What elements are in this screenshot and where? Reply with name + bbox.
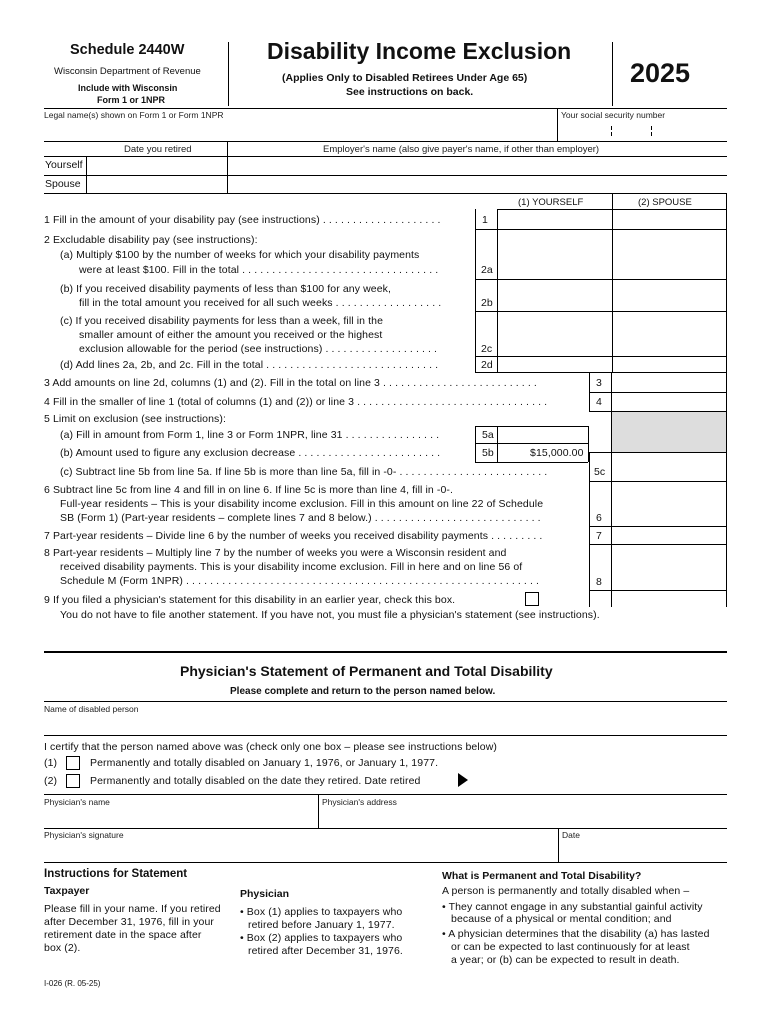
ssn-tick-1b (611, 132, 612, 136)
line-9-text-2: You do not have to file another statement. If you have not, you must file a physician's statement (see instructions). (60, 609, 600, 621)
line-3-text: 3 Add amounts on line 2d, columns (1) and (2). Fill in the total on line 3 . . . . . . . . . . . . . . . . . . . . . . . . . . (44, 377, 537, 389)
box-label-2d: 2d (481, 359, 493, 371)
ssn-label: Your social security number (561, 110, 666, 120)
line-2c-spouse-input[interactable] (614, 340, 725, 356)
yourself-row-label: Yourself (45, 159, 83, 171)
box-label-7: 7 (596, 530, 602, 542)
box-label-2c: 2c (481, 343, 493, 355)
rule-employer-3 (44, 193, 727, 194)
form-title: Disability Income Exclusion (267, 38, 572, 64)
rule-5a (475, 443, 588, 444)
shaded-area (612, 412, 726, 452)
what-text-2c: a year; or (b) can be expected to result in death. (451, 954, 680, 966)
yourself-employer-field[interactable] (229, 157, 726, 174)
line-4-input[interactable] (613, 393, 725, 411)
line-6-text-3: SB (Form 1) (Part-year residents – complete lines 7 and 8 below.) . . . . . . . . . . . . . . . . . . . . . . . . . . . . (60, 512, 541, 524)
box-label-2a: 2a (481, 264, 493, 276)
column-yourself-header: (1) YOURSELF (518, 197, 584, 208)
line-2b-text-1: (b) If you received disability payments of less than $100 for any week, (60, 283, 392, 295)
line-6-text-2: Full-year residents – This is your disability income exclusion. Fill in this amount on line 22 of Schedule (60, 498, 544, 510)
grid-v-497a (497, 209, 498, 372)
physician-signature-field[interactable] (44, 842, 556, 862)
rule-disabled-person-top (44, 701, 727, 702)
grid-v-611b (611, 372, 612, 607)
tax-year: 2025 (630, 58, 691, 88)
line-2d-spouse-input[interactable] (614, 357, 725, 372)
line-9-checkbox[interactable] (525, 592, 539, 606)
line-2b-yourself-input[interactable] (499, 293, 611, 311)
column-spouse-header: (2) SPOUSE (638, 197, 692, 208)
employer-divider (227, 141, 228, 193)
taxpayer-heading: Taxpayer (44, 885, 90, 897)
date-retired-header: Date you retired (124, 144, 192, 155)
line-2a-text-2: were at least $100. Fill in the total . . . . . . . . . . . . . . . . . . . . . . . . . . . . . . . . . (79, 264, 439, 276)
physician-text-2b: retired after December 31, 1976. (248, 945, 403, 957)
line-3-input[interactable] (613, 373, 725, 392)
line-2a-spouse-input[interactable] (614, 261, 725, 279)
ssn-divider (557, 108, 558, 141)
option-2-number: (2) (44, 775, 58, 787)
physician-text-1a: • Box (1) applies to taxpayers who (240, 906, 403, 918)
physician-date-label: Date (562, 830, 580, 840)
box-label-8: 8 (596, 576, 602, 588)
line-7-input[interactable] (613, 527, 725, 544)
include-note-1: Include with Wisconsin (78, 83, 178, 93)
rule-line2a (475, 279, 727, 280)
line-2c-text-1: (c) If you received disability payments for less than a week, fill in the (60, 315, 384, 327)
yourself-date-retired-field[interactable] (88, 157, 226, 174)
box-label-4: 4 (596, 396, 602, 408)
rule-physician-name-top (44, 794, 727, 795)
form-code: I-026 (R. 05-25) (44, 979, 101, 988)
line-2b-text-2: fill in the total amount you received for all such weeks . . . . . . . . . . . . . . . . . . (79, 297, 442, 309)
rule-5b (475, 462, 588, 463)
option-1-checkbox[interactable] (66, 756, 80, 770)
rule-disabled-person-bottom (44, 735, 727, 736)
ssn-field[interactable] (560, 122, 726, 140)
rule-physician-signature-top (44, 828, 727, 829)
rule-line2b (475, 311, 727, 312)
line-1-text: 1 Fill in the amount of your disability pay (see instructions) . . . . . . . . . . . . . . . . . . . . (44, 214, 441, 226)
line-8-input[interactable] (613, 545, 725, 589)
line-6-text-1: 6 Subtract line 5c from line 4 and fill in on line 6. If line 5c is more than line 4, fill in -0-. (44, 484, 453, 496)
include-note-2: Form 1 or 1NPR (97, 95, 166, 105)
physician-name-field[interactable] (44, 808, 316, 828)
line-2d-yourself-input[interactable] (499, 357, 611, 372)
what-text-2b: or can be expected to last continuously for at least (451, 941, 690, 953)
line-2c-text-3: exclusion allowable for the period (see instructions) . . . . . . . . . . . . . . . . . . . (79, 343, 438, 355)
physician-address-field[interactable] (321, 808, 726, 828)
what-text-1b: because of a physical or mental condition; and (451, 913, 672, 925)
option-2-text: Permanently and totally disabled on the date they retired. Date retired (90, 775, 421, 787)
instructions-title: Instructions for Statement (44, 868, 188, 880)
certify-text: I certify that the person named above was (check only one box – please see instructions below) (44, 741, 497, 753)
physician-address-divider (318, 794, 319, 828)
taxpayer-text-1: Please fill in your name. If you retired (44, 903, 221, 915)
grid-v-497b (497, 426, 498, 462)
signature-date-divider (558, 828, 559, 862)
date-retired-physician-field[interactable] (472, 774, 726, 790)
box-label-5a: 5a (482, 429, 494, 441)
line-1-spouse-input[interactable] (614, 210, 725, 229)
rule-name-top (44, 108, 727, 109)
taxpayer-text-2: after December 31, 1976, fill in your (44, 916, 215, 928)
line-2a-text-1: (a) Multiply $100 by the number of weeks for which your disability payments (60, 249, 420, 261)
header-divider-right (612, 42, 613, 106)
option-1-text: Permanently and totally disabled on January 1, 1976, or January 1, 1977. (90, 757, 439, 769)
physician-statement-subtitle: Please complete and return to the person named below. (230, 686, 496, 697)
arrow-right-icon (458, 773, 468, 787)
rule-instructions-top (44, 862, 727, 863)
grid-v-589b (589, 452, 590, 607)
legal-name-field[interactable] (44, 122, 554, 140)
form-subtitle-1: (Applies Only to Disabled Retirees Under Age 65) (282, 72, 528, 84)
what-heading: What is Permanent and Total Disability? (442, 870, 642, 882)
physician-heading: Physician (240, 888, 290, 900)
spouse-date-retired-field[interactable] (88, 176, 226, 193)
option-2-checkbox[interactable] (66, 774, 80, 788)
line-1-yourself-input[interactable] (499, 210, 611, 229)
grid-v-475a (475, 209, 476, 372)
taxpayer-text-3: retirement date in the space after (44, 929, 202, 941)
box-label-2b: 2b (481, 297, 493, 309)
line-5b-value: $15,000.00 (530, 447, 584, 459)
line-2d-text: (d) Add lines 2a, 2b, and 2c. Fill in the total . . . . . . . . . . . . . . . . . . . . . . . . . . . . . (60, 359, 439, 371)
legal-name-label: Legal name(s) shown on Form 1 or Form 1NPR (44, 110, 224, 120)
grid-v-612a (612, 193, 613, 372)
line-8-text-3: Schedule M (Form 1NPR) . . . . . . . . . . . . . . . . . . . . . . . . . . . . . . . . . . . . . . . . . . . . . . . . . . . . . . . . . . . (60, 575, 540, 587)
line-9-text-1: 9 If you filed a physician's statement for this disability in an earlier year, check this box. (44, 594, 456, 606)
line-5b-text: (b) Amount used to figure any exclusion decrease . . . . . . . . . . . . . . . . . . . . . . . . (60, 447, 441, 459)
employer-header: Employer's name (also give payer's name, if other than employer) (323, 144, 600, 155)
box-label-3: 3 (596, 377, 602, 389)
box-label-5b: 5b (482, 447, 494, 459)
line-6-input[interactable] (613, 482, 725, 526)
ssn-tick-2a (651, 126, 652, 130)
line-5-text: 5 Limit on exclusion (see instructions): (44, 413, 226, 425)
box-label-1: 1 (482, 214, 488, 226)
header-divider-left (228, 42, 229, 106)
department-name: Wisconsin Department of Revenue (54, 66, 201, 77)
grid-v-475b (475, 426, 476, 462)
ssn-tick-1a (611, 126, 612, 130)
line-2c-text-2: smaller amount of either the amount you received or the highest (79, 329, 383, 341)
form-subtitle-2: See instructions on back. (346, 86, 474, 98)
line-7-text: 7 Part-year residents – Divide line 6 by the number of weeks you received disability payments . . . . . . . . . (44, 530, 543, 542)
what-text-2a: • A physician determines that the disability (a) has lasted (442, 928, 710, 940)
spouse-employer-field[interactable] (229, 176, 726, 193)
ssn-tick-2b (651, 132, 652, 136)
line-2c-yourself-input[interactable] (499, 340, 611, 356)
physician-statement-title: Physician's Statement of Permanent and Total Disability (180, 663, 553, 679)
schedule-name: Schedule 2440W (70, 42, 185, 58)
line-2a-yourself-input[interactable] (499, 261, 611, 279)
box-label-5c: 5c (594, 466, 606, 478)
line-2-text: 2 Excludable disability pay (see instructions): (44, 234, 258, 246)
taxpayer-text-4: box (2). (44, 942, 81, 954)
option-1-number: (1) (44, 757, 58, 769)
physician-address-label: Physician's address (322, 797, 397, 807)
physician-text-2a: • Box (2) applies to taxpayers who (240, 932, 403, 944)
line-8-text-1: 8 Part-year residents – Multiply line 7 by the number of weeks you were a Wisconsin resident and (44, 547, 507, 559)
line-8-text-2: received disability payments. This is your disability income exclusion. Fill in here and on line 56 of (60, 561, 523, 573)
physician-signature-label: Physician's signature (44, 830, 124, 840)
line-5c-input[interactable] (613, 453, 725, 481)
box-label-6: 6 (596, 512, 602, 524)
line-5c-text: (c) Subtract line 5b from line 5a. If line 5b is more than line 5a, fill in -0- . . . . . . . . . . . . . . . . . . . . . . . . . (60, 466, 548, 478)
rule-line1 (475, 229, 727, 230)
rule-name-bottom (44, 141, 727, 142)
spouse-row-label: Spouse (45, 178, 81, 190)
line-5a-text: (a) Fill in amount from Form 1, line 3 or Form 1NPR, line 31 . . . . . . . . . . . . . . . . (60, 429, 440, 441)
rule-physician-top (44, 651, 727, 653)
physician-date-field[interactable] (561, 842, 726, 862)
physician-text-1b: retired before January 1, 1977. (248, 919, 395, 931)
what-intro: A person is permanently and totally disabled when – (442, 885, 690, 897)
disabled-person-label: Name of disabled person (44, 704, 139, 714)
line-2b-spouse-input[interactable] (614, 293, 725, 311)
line-5a-input[interactable] (499, 427, 587, 443)
physician-name-label: Physician's name (44, 797, 110, 807)
disabled-person-name-field[interactable] (44, 715, 726, 735)
rule-line8 (589, 590, 727, 591)
what-text-1a: • They cannot engage in any substantial gainful activity (442, 901, 703, 913)
line-4-text: 4 Fill in the smaller of line 1 (total of columns (1) and (2)) or line 3 . . . . . . . . . . . . . . . . . . . . . . . . . . . . . . . . (44, 396, 548, 408)
